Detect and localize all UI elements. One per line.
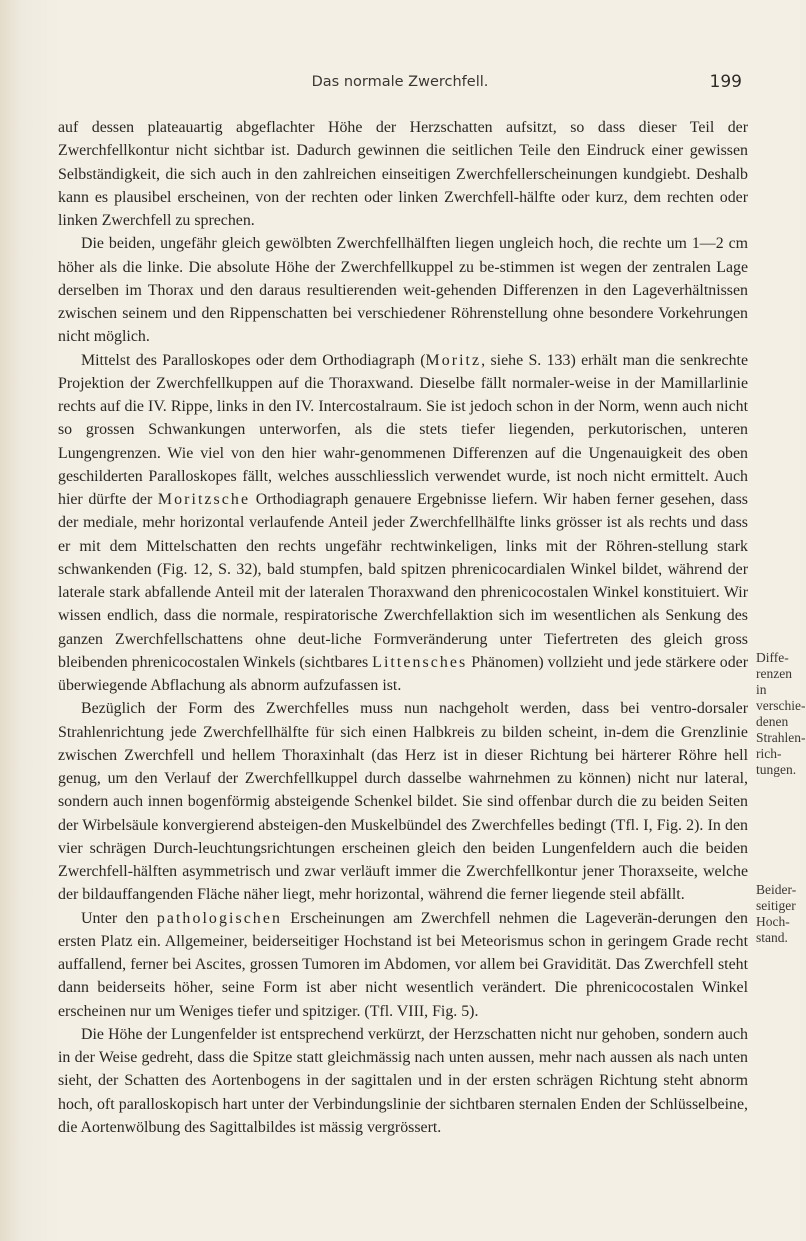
- paragraph-6: Die Höhe der Lungenfelder ist entsprechend verkürzt, der Herzschatten nicht nur gehoben, sondern auch in der Weise gedreht, dass die Spitze statt gleichmässig nach unten aussen, mehr nach aussen als nach unten sieht, der Schatten des Aortenbogens in der sagittalen und in der ersten schrägen Richtung steht abnorm hoch, oft paralloskopisch hart unter der Verbindungslinie der sichtbaren sternalen Enden der Schlüsselbeine, die Aortenwölbung des Sagittalbildes ist mässig vergrössert.: [58, 1025, 748, 1136]
- paragraph-3: Mittelst des Paralloskopes oder dem Orthodiagraph (Moritz, siehe S. 133) erhält man die senkrechte Projektion der Zwerchfellkuppen auf die Thoraxwand. Dieselbe fällt normaler-weise in der Mamillarlinie rechts auf die IV. Rippe, links in den IV. Intercostalraum. Sie ist jedoch schon in der Norm, wenn auch nicht so grossen Schwankungen unterworfen, als die stets tiefer liegenden, perkutorischen, unteren Lungengrenzen. Wie viel von den hier wahr-genommenen Differenzen auf die Ungenauigkeit des oben geschilderten Paralloskopes fällt, welches ausschliesslich verwendet wurde, ist noch nicht ermittelt. Auch hier dürfte der Moritzsche Orthodiagraph genauere Ergebnisse liefern. Wir haben ferner gesehen, dass der mediale, mehr horizontal verlaufende Anteil jeder Zwerchfellhälfte links grösser ist als rechts und dass er mit dem Mittelschatten den rechts ungefähr rechtwinkeligen, links mit der Röhren-stellung stark schwankenden (Fig. 12, S. 32), bald stumpfen, bald spitzen phrenicocardialen Winkel bildet, während der laterale stark abfallende Anteil mit der lateralen Thoraxwand den phrenicocostalen Winkel konstituiert. Wir wissen endlich, dass die normale, respiratorische Zwerchfellaktion sich im wesentlichen als Senkung des ganzen Zwerchfellschattens ohne deut-liche Formveränderung unter Tiefertreten des gleich gross bleibenden phrenicocostalen Winkels (sichtbares Littensches Phänomen) vollzieht und jede stärkere oder überwiegende Abflachung als abnorm aufzufassen ist.: [58, 351, 748, 694]
- page-number: 199: [709, 72, 742, 92]
- running-title: Das normale Zwerchfell.: [311, 74, 489, 90]
- body-text: [58, 116, 748, 1139]
- running-header: [58, 74, 742, 98]
- paragraph-4: Bezüglich der Form des Zwerchfelles muss nun nachgeholt werden, dass bei ventro-dorsaler Strahlenrichtung jede Zwerchfellhälfte für sich einen Halbkreis zu bilden scheint, in-dem die Grenzlinie zwischen Zwerchfell und hellem Thoraxinhalt (das Herz ist in dieser Richtung bei härterer Röhre hell genug, um den Verlauf der Zwerchfellkuppel durch dasselbe wahrnehmen zu können) nicht nur lateral, sondern auch innen bogenförmig absteigende Schenkel bildet. Sie sind offenbar durch die zu beiden Seiten der Wirbelsäule konvergierend absteigen-den Muskelbündel des Zwerchfelles bedingt (Tfl. I, Fig. 2). In den vier schrägen Durch-leuchtungsrichtungen erscheinen gleich den beiden Lungenfeldern auch die beiden Zwerchfell-hälften asymmetrisch und zwar verläuft immer die Zwerchfellkontur jener Thoraxseite, welche der bildauffangenden Fläche näher liegt, mehr horizontal, während die ferner liegende steil abfällt.: [58, 700, 748, 904]
- margin-note-hochstand: Beider-seitiger Hoch-stand.: [756, 882, 797, 945]
- margin-note-differences: Diffe-renzen in verschie-denen Strahlen-rich-tungen.: [756, 650, 806, 777]
- paragraph-1: auf dessen plateauartig abgeflachter Höhe der Herzschatten aufsitzt, so dass dieser Teil der Zwerchfellkontur nicht sichtbar ist. Dadurch gewinnen die seitlichen Teile den Eindruck einer gewissen Selbständigkeit, die sich auch in den zahlreichen einseitigen Zwerchfellerscheinungen kundgiebt. Deshalb kann es plausibel erscheinen, von der rechten oder linken Zwerchfell-hälfte oder kurz, dem rechten oder linken Zwerchfell zu sprechen.: [58, 119, 748, 229]
- paragraph-5: Unter den pathologischen Erscheinungen am Zwerchfell nehmen die Lageverän-derungen den ersten Platz ein. Allgemeiner, beiderseitiger Hochstand ist bei Meteorismus schon in geringem Grade recht auffallend, ferner bei Ascites, grossen Tumoren im Abdomen, vor allem bei Gravidität. Das Zwerchfell steht dann beiderseits höher, seine Form ist aber nicht wesentlich verändert. Die phrenicocostalen Winkel erscheinen nur um Weniges tiefer und spitziger. (Tfl. VIII, Fig. 5).: [58, 909, 748, 1020]
- paragraph-2: Die beiden, ungefähr gleich gewölbten Zwerchfellhälften liegen ungleich hoch, die rechte um 1—2 cm höher als die linke. Die absolute Höhe der Zwerchfellkuppel zu be-stimmen ist wegen der zentralen Lage derselben im Thorax und den daraus resultierenden weit-gehenden Differenzen in den Lageverhältnissen zwischen seinem und den Rippenschatten bei verschiedener Röhrenstellung ohne besondere Vorkehrungen nicht möglich.: [58, 235, 748, 346]
